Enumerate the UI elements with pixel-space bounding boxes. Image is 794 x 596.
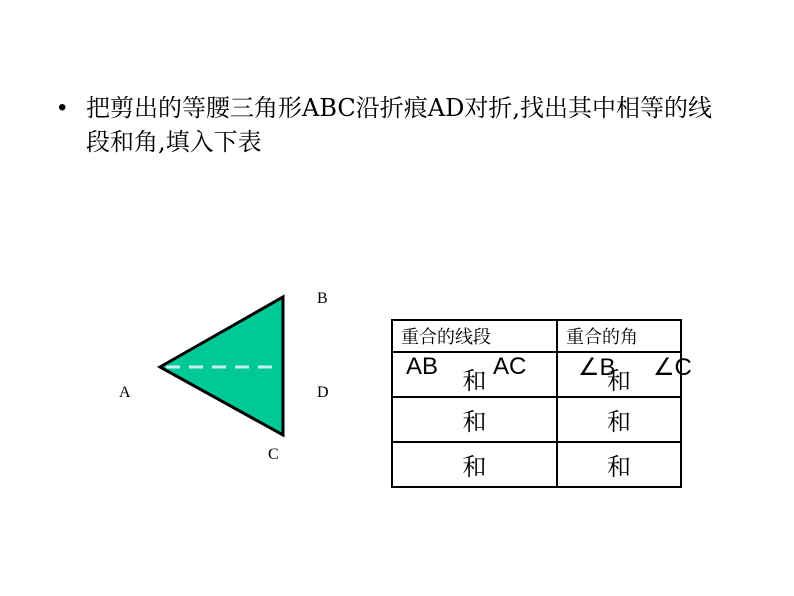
segment-cell[interactable]: [392, 352, 557, 397]
connector-text: 和: [462, 367, 487, 395]
vertex-label-a: A: [119, 384, 131, 401]
segment-cell[interactable]: [392, 442, 557, 487]
header-overlapping-angles: 重合的角: [557, 320, 681, 352]
angle-cell[interactable]: [557, 442, 681, 487]
angle-cell[interactable]: [557, 352, 692, 397]
instruction-line-2: 段和角,填入下表: [86, 128, 262, 156]
answer-angle-b: ∠B: [578, 354, 616, 381]
table-row: [392, 397, 681, 442]
table-row: [392, 352, 681, 397]
table-header-row: [392, 320, 681, 352]
connector-text: 和: [607, 453, 631, 481]
answer-segment-ab: AB: [406, 353, 439, 380]
vertex-label-c: C: [268, 446, 279, 463]
header-overlapping-segments: 重合的线段: [392, 320, 557, 352]
angle-cell[interactable]: [557, 397, 681, 442]
bullet-point: •: [58, 94, 67, 121]
answer-segment-ac: AC: [493, 353, 527, 380]
connector-text: 和: [462, 408, 487, 436]
instruction-line-1: 把剪出的等腰三角形ABC沿折痕AD对折,找出其中相等的线: [86, 94, 712, 122]
table-row: [392, 442, 681, 487]
segment-cell[interactable]: [392, 397, 557, 442]
answer-table: [391, 319, 692, 488]
vertex-label-d: D: [317, 384, 329, 401]
connector-text: 和: [607, 408, 631, 436]
connector-text: 和: [607, 367, 631, 395]
answer-angle-c: ∠C: [653, 354, 692, 381]
connector-text: 和: [462, 453, 487, 481]
vertex-label-b: B: [317, 290, 328, 307]
